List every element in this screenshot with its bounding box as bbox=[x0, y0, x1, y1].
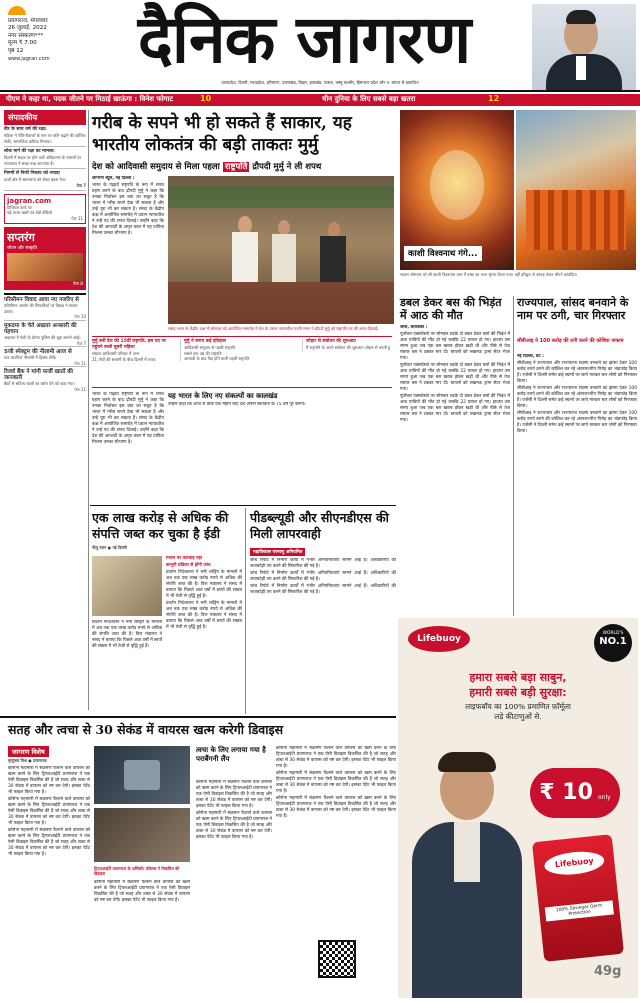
bottom-headline[interactable]: सतह और त्वचा से 30 सेकंड में वायरस खत्म करेगी डिवाइस bbox=[8, 722, 284, 737]
bottom-text-more: कोरोना महामारी में संक्रमण फैलाने वाले वायरस को खत्म करने के लिए ट्रिपलआईटी प्रयागराज ने एक ऐसी डिवाइस विकसित की है जो सतह और त्वचा से 30 सेकंड में वायरस को नष्ट कर देगी। इसका पेटेंट भी फाइल किया गया है। bbox=[8, 797, 90, 826]
price: मूल्य ₹ 7.00 bbox=[8, 40, 37, 47]
portrait-photo bbox=[532, 4, 636, 90]
bottom-sub2: ट्रिपलआईटी प्रयागराज के असिस्टेंट प्रोफेसर ने विकसित की डिवाइस bbox=[94, 866, 180, 877]
saptrang-photo bbox=[7, 253, 83, 281]
editorial-more[interactable]: पेज 7 bbox=[76, 182, 86, 188]
ed-text-more: प्रवर्तन निदेशालय ने मनी लांड्रिंग के मामलों में अब तक एक लाख करोड़ रुपये से अधिक की संपत्ति जब्त की है। वित्त मंत्रालय ने संसद में बताया कि पिछले आठ वर्षों में छापों की संख्या में भी तेजी से वृद्धि हुई है। bbox=[166, 601, 242, 630]
lead-body bbox=[92, 176, 164, 324]
price-badge bbox=[530, 768, 620, 818]
lead-headline[interactable]: गरीब के सपने भी हो सकते हैं साकार, यह भारतीय लोकतंत्र की बड़ी ताकतः मुर्मु bbox=[92, 113, 352, 155]
pwd-text-more: जांच रिपोर्ट में निर्माण कार्यों में गंभीर अनियमितताएं सामने आई हैं। अधिकारियों की जवाबदेही तय करने की सिफारिश की गई है। bbox=[250, 571, 396, 582]
fraud-body bbox=[517, 354, 637, 616]
lead-info-box bbox=[92, 336, 392, 388]
device-photo bbox=[94, 746, 190, 804]
saptrang-more[interactable]: पेज 8 bbox=[73, 282, 83, 288]
ed-headline[interactable]: एक लाख करोड़ से अधिक की संपत्ति जब्त कर चुका है ईडी bbox=[92, 510, 229, 541]
oath-ceremony-photo bbox=[168, 176, 394, 324]
bus-accident-byline: जासं, बाराबंकी : bbox=[400, 325, 428, 330]
editorial-item-text: दिल्ली में सड़क पर होने वाले अतिक्रमण के मामलों पर न्यायालय ने सख्त रुख अपनाया है। bbox=[4, 155, 81, 166]
side-news-title[interactable]: रिजर्व बैंक ने मांगी फर्जी खातों की जानकारी bbox=[4, 368, 73, 382]
info-box-title: जोहार से संबोधन की शुरुआत bbox=[306, 339, 356, 344]
badge-no: NO.1 bbox=[599, 636, 627, 647]
side-news-text: बैंकों से संदिग्ध खातों का ब्योरा देने को कहा गया। bbox=[4, 381, 75, 387]
researcher-photo bbox=[94, 808, 190, 862]
side-news-title[interactable]: 5जी स्पेक्ट्रम की नीलामी आज से bbox=[4, 348, 72, 355]
worlds-no1-badge bbox=[594, 624, 632, 662]
saptrang-box[interactable] bbox=[4, 227, 86, 290]
promo-bar bbox=[0, 94, 640, 106]
ed-bullet: कानूनी प्रक्रिया से होगी जांच bbox=[166, 563, 211, 568]
pwd-tag: महाविकास परमाणु अनियमित bbox=[250, 548, 305, 556]
kashi-caption-title: काशी विश्वनाथ गंगे... bbox=[404, 246, 482, 261]
lead-sub-text: उन्होंने कहा कि आज से ठीक एक महीने बाद देश अपनी स्वतंत्रता के 75 वर्ष पूरे करेगा। bbox=[168, 402, 306, 407]
jagran-line: डिजिटल वर्ल्ड पर bbox=[7, 205, 32, 211]
pack-weight: 49g bbox=[594, 964, 622, 979]
editorial-item-title: वीर के साथ धर्म की रक्षा: bbox=[4, 127, 47, 132]
fraud-text-more2: सीबीआइ ने राज्यपाल और राज्यसभा सदस्य बनवाने का झांसा देकर 100 करोड़ रुपये ठगने की कोशिश कर रहे अंतरराज्यीय गिरोह का भंडाफोड़ किया है। एजेंसी ने दिल्ली समेत कई स्थानों पर छापे मारकर चार लोगों को गिरफ्तार किया। bbox=[517, 411, 637, 434]
masthead bbox=[0, 0, 640, 92]
lead-body-continued: भारत के पंद्रहवें राष्ट्रपति के रूप में शपथ ग्रहण करने के बाद द्रौपदी मुर्मु ने कहा कि उनका निर्वाचन इस बात का सबूत है कि भारत में गरीब सपने देख भी सकता है और उन्हें पूरा भी कर सकता है। संसद के केंद्रीय कक्ष में आयोजित समारोह में प्रधान न्यायाधीश ने उन्हें पद की शपथ दिलाई। उन्होंने कहा कि देश की आजादी के अमृत काल में यह दायित्व मिलना उनका सौभाग्य है। bbox=[92, 392, 164, 445]
ad-line4: लड़े कीटाणुओं से. bbox=[494, 712, 542, 721]
info-box-point: आदिवासी समुदाय से पहली राष्ट्रपति bbox=[184, 345, 236, 351]
lifebuoy-ad[interactable] bbox=[398, 618, 638, 998]
fraud-text: सीबीआइ ने राज्यपाल और राज्यसभा सदस्य बनवाने का झांसा देकर 100 करोड़ रुपये ठगने की कोशिश कर रहे अंतरराज्यीय गिरोह का भंडाफोड़ किया है। एजेंसी ने दिल्ली समेत कई स्थानों पर छापे मारकर चार लोगों को गिरफ्तार किया। bbox=[517, 361, 637, 384]
pack-claim: 100% Stronger Germ Protection bbox=[545, 900, 614, 921]
edition: नगर संस्करण*** bbox=[8, 32, 44, 39]
lead-kicker-pre: देश को आदिवासी समुदाय से मिला पहला bbox=[92, 162, 220, 172]
info-box-point: सबसे कम उम्र की राष्ट्रपति bbox=[184, 350, 222, 356]
bus-accident-headline[interactable]: डबल डेकर बस की भिड़ंत में आठ की मौत bbox=[400, 296, 502, 322]
kanwar-yatra-photo bbox=[516, 110, 636, 270]
promo-left[interactable]: पीएम ने कहा था, पदक जीतने पर मिठाई खाऊंगा : विनेश फोगाट bbox=[6, 95, 173, 103]
bottom-text-col4-more: कोरोना महामारी में संक्रमण फैलाने वाले वायरस को खत्म करने के लिए ट्रिपलआईटी प्रयागराज ने एक ऐसी डिवाइस विकसित की है जो सतह और त्वचा से 30 सेकंड में वायरस को नष्ट कर देगी। इसका पेटेंट भी फाइल किया गया है। bbox=[276, 771, 396, 794]
lifebuoy-logo: Lifebuoy bbox=[408, 626, 470, 652]
promo-right-page: 12 bbox=[488, 94, 500, 103]
side-news-title[interactable]: परिसीमन विवाद आया नए नजरिए से bbox=[4, 297, 79, 304]
pack-brand: Lifebuoy bbox=[543, 849, 605, 877]
ad-line2: हमारी सबसे बड़ी सुरक्षा: bbox=[469, 686, 567, 699]
left-sidebar bbox=[4, 110, 86, 710]
ed-body bbox=[166, 556, 242, 714]
ad-price: ₹ 10 bbox=[539, 780, 593, 805]
jagran-site: jagran.com bbox=[7, 197, 52, 206]
bus-accident-text-more: पूर्वांचल एक्सप्रेसवे पर सोमवार तड़के दो डबल डेकर बसों की भिड़ंत में आठ यात्रियों की मौत हो गई जबकि 22 घायल हो गए। हादसा उस समय हुआ जब एक बस खराब होकर खड़ी थी और पीछे से तेज रफ्तार बस ने टक्कर मार दी। घायलों को लखनऊ ट्रामा सेंटर भेजा गया। bbox=[400, 363, 510, 392]
bus-accident-body bbox=[400, 325, 510, 625]
website[interactable]: www.jagran.com bbox=[8, 56, 50, 62]
bottom-section-tag: जागरण विशेष bbox=[8, 746, 49, 757]
info-box-title: मुर्मु ने बनाए कई इतिहास bbox=[184, 339, 226, 344]
saptrang-title: सप्तरंग bbox=[7, 231, 35, 245]
bottom-body-2: कोरोना महामारी में संक्रमण फैलाने वाले वायरस को खत्म करने के लिए ट्रिपलआईटी प्रयागराज ने एक ऐसी डिवाइस विकसित की है जो सतह और त्वचा से 30 सेकंड में वायरस को नष्ट कर देगी। इसका पेटेंट भी फाइल किया गया है। bbox=[94, 880, 190, 903]
bottom-sub1: त्वचा के लिए लगाया गया है पराबैंगनी लैंप bbox=[196, 746, 266, 763]
editorial-item-text: महिला ने रीति-रिवाजों के नाम पर बलि चढ़ाने की कोशिश रोकी, सामाजिक दायित्व निभाया। bbox=[4, 133, 86, 144]
qr-code-icon[interactable] bbox=[318, 940, 356, 978]
editorial-item-title: लोक मार्ग की रक्षा का मामला: bbox=[4, 149, 55, 155]
info-box-point: आजादी के बाद पैदा होने वाली पहली राष्ट्रपति bbox=[184, 356, 250, 362]
lead-sub-headline[interactable]: यह भारत के लिए नए संकल्पों का कालखंड bbox=[168, 392, 278, 400]
side-news-text: परिसीमन आयोग की सिफारिशों पर विपक्ष ने सवाल उठाए। bbox=[4, 303, 78, 314]
bottom-text-col4: कोरोना महामारी में संक्रमण फैलाने वाले वायरस को खत्म करने के लिए ट्रिपलआईटी प्रयागराज ने एक ऐसी डिवाइस विकसित की है जो सतह और त्वचा से 30 सेकंड में वायरस को नष्ट कर देगी। इसका पेटेंट भी फाइल किया गया है। bbox=[276, 746, 396, 769]
pwd-headline[interactable]: पीडब्ल्यूडी और सीएनडीएस की मिली लापरवाही bbox=[250, 510, 389, 541]
badge-top: WORLD'S bbox=[602, 631, 624, 636]
ed-body-left: प्रवर्तन निदेशालय ने मनी लांड्रिंग के मामलों में अब तक एक लाख करोड़ रुपये से अधिक की संपत्ति जब्त की है। वित्त मंत्रालय ने संसद में बताया कि पिछले आठ वर्षों में छापों की संख्या में भी तेजी से वृद्धि हुई है। bbox=[92, 620, 162, 649]
info-box-point: 21 तोपों की सलामी के बीच दिल्ली में शपथ bbox=[92, 356, 156, 362]
lead-byline: जागरण ब्यूरो, नई दिल्ली : bbox=[92, 176, 135, 181]
bottom-body-3 bbox=[196, 780, 272, 998]
fraud-sub: सीबीआइ ने 100 करोड़ की ठगी करने की कोशिश नाकाम bbox=[517, 338, 624, 344]
side-news-title[interactable]: मुकदमा के चेते अख्तार अनसारी की पहचान bbox=[4, 322, 77, 335]
editorial-item-text: ऊर्जा क्षेत्र में स्वायत्तता को लेकर बहस तेज। bbox=[4, 177, 67, 183]
jagran-more[interactable]: पेज 11 bbox=[71, 215, 83, 221]
bottom-text-col3-more: कोरोना महामारी में संक्रमण फैलाने वाले वायरस को खत्म करने के लिए ट्रिपलआईटी प्रयागराज ने एक ऐसी डिवाइस विकसित की है जो सतह और त्वचा से 30 सेकंड में वायरस को नष्ट कर देगी। इसका पेटेंट भी फाइल किया गया है। bbox=[196, 811, 272, 840]
lead-kicker-tag: राष्ट्रपति bbox=[224, 162, 248, 172]
bottom-text-col3: कोरोना महामारी में संक्रमण फैलाने वाले वायरस को खत्म करने के लिए ट्रिपलआईटी प्रयागराज ने एक ऐसी डिवाइस विकसित की है जो सतह और त्वचा से 30 सेकंड में वायरस को नष्ट कर देगी। इसका पेटेंट भी फाइल किया गया है। bbox=[196, 780, 272, 809]
side-news-more[interactable]: पेज 10 bbox=[74, 314, 86, 320]
bus-accident-text: पूर्वांचल एक्सप्रेसवे पर सोमवार तड़के दो डबल डेकर बसों की भिड़ंत में आठ यात्रियों की मौत हो गई जबकि 22 घायल हो गए। हादसा उस समय हुआ जब एक बस खराब होकर खड़ी थी और पीछे से तेज रफ्तार बस ने टक्कर मार दी। घायलों को लखनऊ ट्रामा सेंटर भेजा गया। bbox=[400, 332, 510, 361]
info-box-title: मुर्मु बनीं देश की 15वीं राष्ट्रपति, इस पद पर पहुंचने वाली दूसरी महिला bbox=[92, 339, 166, 351]
kashi-caption: श्रावण सोमवार को श्री काशी विश्वनाथ धाम में बाबा का भव्य श्रृंगार किया गया। वहीं हरिद्वार से कांवड़ लेकर लौटते कांवड़िए। bbox=[400, 272, 578, 277]
ed-text: प्रवर्तन निदेशालय ने मनी लांड्रिंग के मामलों में अब तक एक लाख करोड़ रुपये से अधिक की संपत्ति जब्त की है। वित्त मंत्रालय ने संसद में बताया कि पिछले आठ वर्षों में छापों की संख्या में भी तेजी से वृद्धि हुई है। bbox=[166, 570, 242, 599]
fraud-byline: नई दिल्ली, प्रेट : bbox=[517, 354, 544, 359]
side-news-text: अदालत में पेशी के दौरान पुलिस की चूक सामने आई। bbox=[4, 335, 81, 341]
bus-accident-text-more2: पूर्वांचल एक्सप्रेसवे पर सोमवार तड़के दो डबल डेकर बसों की भिड़ंत में आठ यात्रियों की मौत हो गई जबकि 22 घायल हो गए। हादसा उस समय हुआ जब एक बस खराब होकर खड़ी थी और पीछे से तेज रफ्तार बस ने टक्कर मार दी। घायलों को लखनऊ ट्रामा सेंटर भेजा गया। bbox=[400, 394, 510, 423]
bottom-body bbox=[8, 766, 90, 998]
states-line: उत्तरप्रदेश, दिल्ली, मध्यप्रदेश, हरियाणा, उत्तराखंड, बिहार, झारखंड, पंजाब, जम्मू कश्मीर, हिमाचल प्रदेश और प. बंगाल से प्रकाशित bbox=[221, 80, 419, 85]
ad-model-photo bbox=[408, 738, 526, 998]
pwd-text: जांच रिपोर्ट में निर्माण कार्यों में गंभीर अनियमितताएं सामने आई हैं। अधिकारियों की जवाबदेही तय करने की सिफारिश की गई है। bbox=[250, 558, 396, 569]
bottom-text: कोरोना महामारी में संक्रमण फैलाने वाले वायरस को खत्म करने के लिए ट्रिपलआईटी प्रयागराज ने एक ऐसी डिवाइस विकसित की है जो सतह और त्वचा से 30 सेकंड में वायरस को नष्ट कर देगी। इसका पेटेंट भी फाइल किया गया है। bbox=[8, 766, 90, 795]
side-news-more[interactable]: पेज 7 bbox=[76, 340, 86, 346]
page-count: पृष्ठ 12 bbox=[8, 47, 24, 54]
bottom-text-col4-more2: कोरोना महामारी में संक्रमण फैलाने वाले वायरस को खत्म करने के लिए ट्रिपलआईटी प्रयागराज ने एक ऐसी डिवाइस विकसित की है जो सतह और त्वचा से 30 सेकंड में वायरस को नष्ट कर देगी। इसका पेटेंट भी फाइल किया गया है। bbox=[276, 796, 396, 819]
info-box-point: मैं राष्ट्रपति के अपने संबोधन की शुरुआत जोहार से करती हूं bbox=[306, 345, 391, 351]
bottom-text-more2: कोरोना महामारी में संक्रमण फैलाने वाले वायरस को खत्म करने के लिए ट्रिपलआईटी प्रयागराज ने एक ऐसी डिवाइस विकसित की है जो सतह और त्वचा से 30 सेकंड में वायरस को नष्ट कर देगी। इसका पेटेंट भी फाइल किया गया है। bbox=[8, 828, 90, 857]
ed-bullet: मिलने पर कार्रवाई नहीं bbox=[166, 556, 202, 561]
jagran-digital-box[interactable] bbox=[4, 194, 86, 224]
bottom-body-4 bbox=[276, 746, 396, 936]
side-news-text: चार कंपनियां नीलामी में हिस्सा लेंगी। bbox=[4, 355, 57, 361]
saptrang-sub: जीवन और संस्कृति bbox=[7, 246, 38, 252]
side-news-more[interactable]: पेज 11 bbox=[74, 386, 86, 392]
issue-date: 26 जुलाई, 2022 bbox=[8, 25, 47, 32]
newspaper-logo: दैनिक जागरण bbox=[137, 0, 471, 78]
jagran-text: पढ़ें ताजा खबरें एवं देखें वीडियो bbox=[7, 210, 53, 216]
pwd-text-more2: जांच रिपोर्ट में निर्माण कार्यों में गंभीर अनियमितताएं सामने आई हैं। अधिकारियों की जवाबदेही तय करने की सिफारिश की गई है। bbox=[250, 584, 396, 595]
soap-pack bbox=[532, 834, 624, 962]
lead-kicker bbox=[92, 161, 392, 172]
editorial-item-title: निगमों से निजी निकाय को ज्यादा bbox=[4, 171, 60, 177]
info-box-point: संथाल आदिवासी परिवार में जन्म bbox=[92, 351, 140, 357]
lead-kicker-post: द्रौपदी मुर्मु ने ली शपथ bbox=[252, 162, 322, 172]
bottom-byline: मृत्युंजय मिश्र ● प्रयागराज bbox=[8, 758, 47, 763]
pwd-body bbox=[250, 558, 396, 714]
promo-right[interactable]: चीन दुनिया के लिए सबसे बड़ा खतरा bbox=[322, 95, 416, 103]
fraud-headline[interactable]: राज्यपाल, सांसद बनवाने के नाम पर ठगी, चार गिरफ्तार bbox=[517, 296, 629, 322]
ed-byline: नीलू रंजन ● नई दिल्ली bbox=[92, 545, 127, 550]
ad-line3: लाइफबॉय का 100% प्रमाणित फ़ॉर्मूला bbox=[465, 702, 571, 711]
side-news-more[interactable]: पेज 11 bbox=[74, 360, 86, 366]
currency-photo bbox=[92, 556, 162, 616]
ad-line1: हमारा सबसे बड़ा साबुन, bbox=[469, 671, 567, 684]
fraud-text-more: सीबीआइ ने राज्यपाल और राज्यसभा सदस्य बनवाने का झांसा देकर 100 करोड़ रुपये ठगने की कोशिश कर रहे अंतरराज्यीय गिरोह का भंडाफोड़ किया है। एजेंसी ने दिल्ली समेत कई स्थानों पर छापे मारकर चार लोगों को गिरफ्तार किया। bbox=[517, 386, 637, 409]
ad-only: only bbox=[597, 794, 611, 801]
promo-left-page: 10 bbox=[200, 94, 212, 103]
editorial-header: संपादकीय bbox=[4, 110, 86, 125]
sun-logo-icon bbox=[8, 6, 26, 15]
lead-photo-caption: संसद भवन के केंद्रीय कक्ष में सोमवार को आयोजित समारोह में देश के प्रधान न्यायाधीश एनवी रमना ने द्रौपदी मुर्मु को राष्ट्रपति पद की शपथ दिलाई। bbox=[168, 326, 379, 331]
lead-text: भारत के पंद्रहवें राष्ट्रपति के रूप में शपथ ग्रहण करने के बाद द्रौपदी मुर्मु ने कहा कि उनका निर्वाचन इस बात का सबूत है कि भारत में गरीब सपने देख भी सकता है और उन्हें पूरा भी कर सकता है। संसद के केंद्रीय कक्ष में आयोजित समारोह में प्रधान न्यायाधीश ने उन्हें पद की शपथ दिलाई। उन्होंने कहा कि देश की आजादी के अमृत काल में यह दायित्व मिलना उनका सौभाग्य है। bbox=[92, 183, 164, 236]
city-date: प्रयागराज, मंगलवार bbox=[8, 18, 48, 24]
